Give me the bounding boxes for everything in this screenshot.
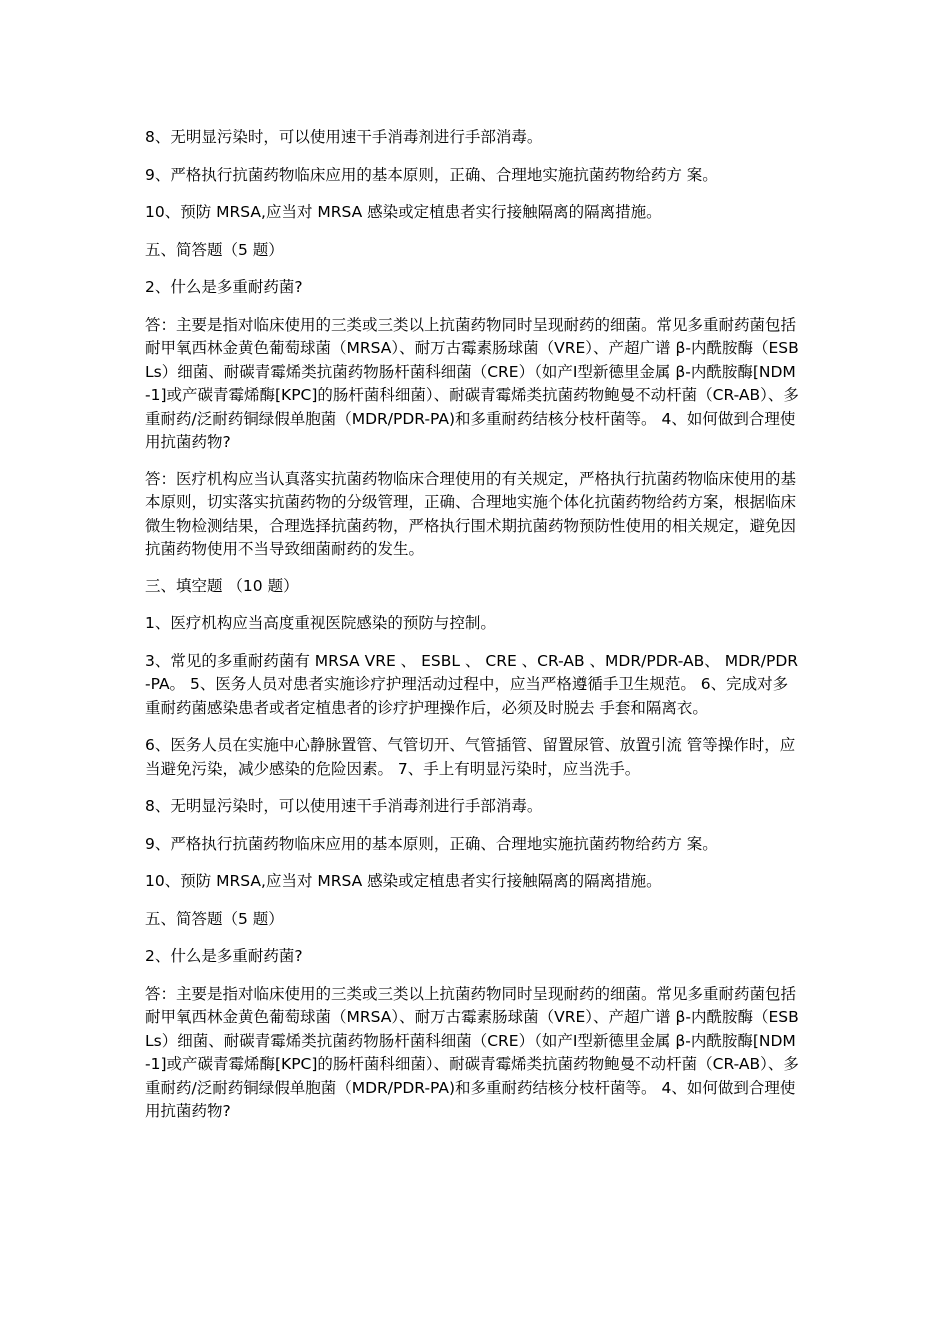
answer-mdro-definition: 答：主要是指对临床使用的三类或三类以上抗菌药物同时呈现耐药的细菌。常见多重耐药菌包括耐甲氧西林金黄色葡萄球菌（MRSA）、耐万古霉素肠球菌（VRE）、产超广谱 β-内酰胺酶（ESBLs）细菌、耐碳青霉烯类抗菌药物肠杆菌科细菌（CRE）（如产Ⅰ型新德里金属 β-内酰胺酶[NDM-1]或产碳青霉烯酶[KPC]的肠杆菌科细菌）、耐碳青霉烯类抗菌药物鲍曼不动杆菌（CR-AB）、多重耐药/泛耐药铜绿假单胞菌（MDR/PDR-PA)和多重耐药结核分枝杆菌等。 4、如何做到合理使用抗菌药物?: [145, 315, 799, 451]
paragraph-item-10-repeat: 10、预防 MRSA,应当对 MRSA 感染或定植患者实行接触隔离的隔离措施。: [145, 872, 662, 890]
section-heading-short-answer: 五、简答题（5 题）: [145, 240, 284, 259]
question-mdro-definition-repeat: 2、什么是多重耐药菌?: [145, 947, 303, 965]
section-heading-fill-in: 三、填空题 （10 题）: [145, 576, 299, 595]
paragraph-item-8: 8、无明显污染时，可以使用速干手消毒剂进行手部消毒。: [145, 128, 543, 146]
paragraph-item-10: 10、预防 MRSA,应当对 MRSA 感染或定植患者实行接触隔离的隔离措施。: [145, 203, 662, 221]
paragraph-item-1: 1、医疗机构应当高度重视医院感染的预防与控制。: [145, 614, 496, 632]
answer-rational-antibiotic-use: 答：医疗机构应当认真落实抗菌药物临床合理使用的有关规定，严格执行抗菌药物临床使用的基本原则，切实落实抗菌药物的分级管理，正确、合理地实施个体化抗菌药物给药方案，根据临床微生物检测结果，合理选择抗菌药物，严格执行围术期抗菌药物预防性使用的相关规定，避免因抗菌药物使用不当导致细菌耐药的发生。: [145, 469, 797, 558]
question-mdro-definition: 2、什么是多重耐药菌?: [145, 278, 303, 296]
section-heading-short-answer-repeat: 五、简答题（5 题）: [145, 909, 284, 928]
paragraph-item-6: 6、医务人员在实施中心静脉置管、气管切开、气管插管、留置尿管、放置引流 管等操作时，应当避免污染，减少感染的危险因素。 7、手上有明显污染时，应当洗手。: [145, 736, 796, 778]
paragraph-item-9: 9、严格执行抗菌药物临床应用的基本原则，正确、合理地实施抗菌药物给药方 案。: [145, 165, 718, 184]
answer-mdro-definition-repeat: 答：主要是指对临床使用的三类或三类以上抗菌药物同时呈现耐药的细菌。常见多重耐药菌包括耐甲氧西林金黄色葡萄球菌（MRSA）、耐万古霉素肠球菌（VRE）、产超广谱 β-内酰胺酶（ESBLs）细菌、耐碳青霉烯类抗菌药物肠杆菌科细菌（CRE）（如产Ⅰ型新德里金属 β-内酰胺酶[NDM-1]或产碳青霉烯酶[KPC]的肠杆菌科细菌）、耐碳青霉烯类抗菌药物鲍曼不动杆菌（CR-AB）、多重耐药/泛耐药铜绿假单胞菌（MDR/PDR-PA)和多重耐药结核分枝杆菌等。 4、如何做到合理使用抗菌药物?: [145, 984, 799, 1120]
paragraph-item-9-repeat: 9、严格执行抗菌药物临床应用的基本原则，正确、合理地实施抗菌药物给药方 案。: [145, 834, 718, 853]
paragraph-item-8-repeat: 8、无明显污染时，可以使用速干手消毒剂进行手部消毒。: [145, 797, 543, 815]
paragraph-item-3: 3、常见的多重耐药菌有 MRSA VRE 、 ESBL 、 CRE 、CR-AB 、MDR/PDR-AB、 MDR/PDR-PA。 5、医务人员对患者实施诊疗护理活动过程中，应当严格遵循手卫生规范。 6、完成对多重耐药菌感染患者或者定植患者的诊疗护理操作后，必须及时脱去 手套和隔离衣。: [145, 651, 799, 717]
